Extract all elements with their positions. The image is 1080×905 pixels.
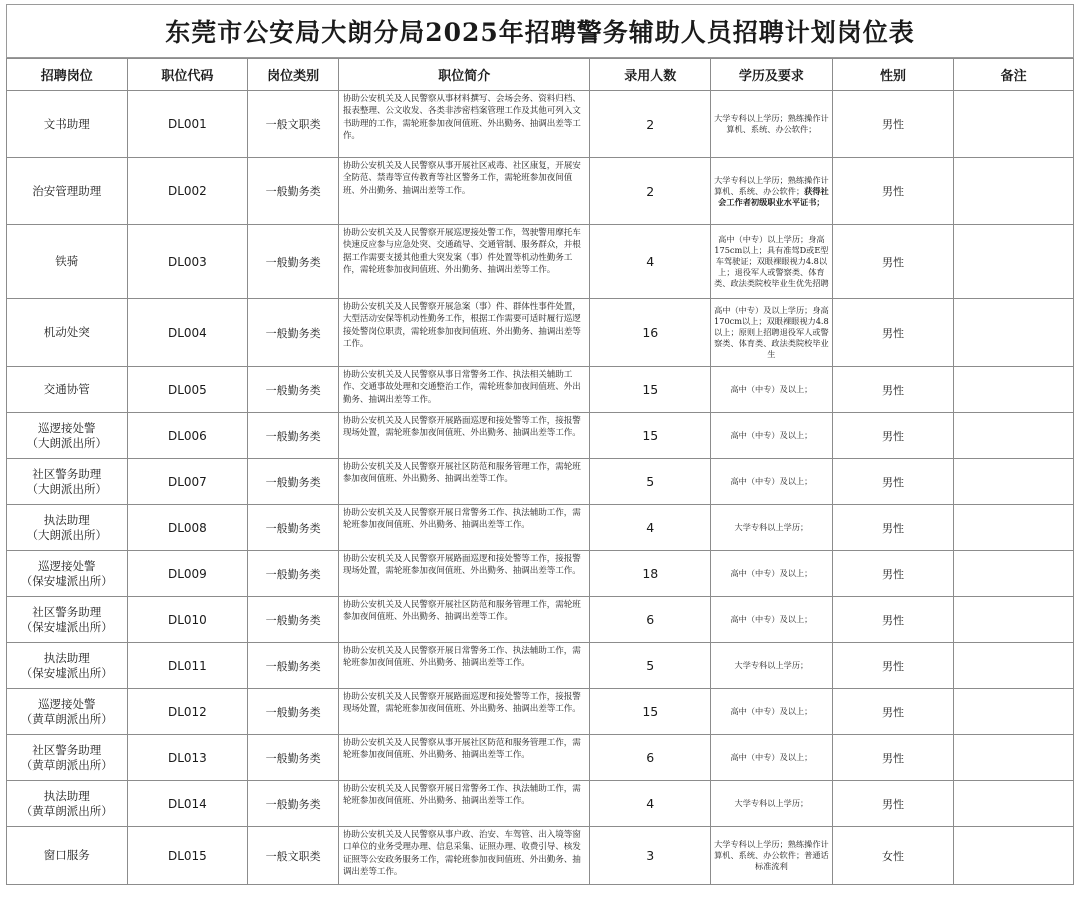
post-cell xyxy=(7,367,128,413)
education-text: 大学专科以上学历； xyxy=(734,660,809,670)
position-description: 协助公安机关及人民警察开展路面巡逻和接处警等工作，接报警现场处置，需轮班参加夜间值班、外出勤务、抽调出差等工作。 xyxy=(338,551,590,597)
post-station: （大朗派出所） xyxy=(26,527,108,542)
position-code: DL010 xyxy=(127,597,248,643)
hiring-count: 6 xyxy=(590,597,711,643)
position-code: DL008 xyxy=(127,505,248,551)
header-gender: 性别 xyxy=(832,59,954,91)
hiring-count: 18 xyxy=(590,551,711,597)
table-row xyxy=(7,459,1074,505)
post-cell xyxy=(7,413,128,459)
education-requirements xyxy=(711,459,833,505)
table-row xyxy=(7,735,1074,781)
remarks xyxy=(954,551,1074,597)
education-text: 大学专科以上学历；熟练操作计算机、系统、办公软件； xyxy=(714,113,829,134)
position-code: DL015 xyxy=(127,827,248,885)
hiring-count: 4 xyxy=(590,225,711,299)
post-station: （黄草朗派出所） xyxy=(20,757,113,772)
hiring-count: 6 xyxy=(590,735,711,781)
gender: 男性 xyxy=(832,225,954,299)
education-text: 高中（中专）以上学历；身高175cm以上；具有准驾D或E型车驾驶证；双眼裸眼视力4.8以上；退役军人或警察类、体育类、政法类院校毕业生优先招聘 xyxy=(714,234,829,288)
table-header-row xyxy=(7,59,1074,91)
remarks xyxy=(954,158,1074,225)
post-name: 窗口服务 xyxy=(43,848,90,862)
education-requirements xyxy=(711,781,833,827)
education-requirements xyxy=(711,299,833,367)
post-name: 巡逻接处警 xyxy=(38,420,96,435)
post-name: 执法助理 xyxy=(43,650,90,665)
remarks xyxy=(954,367,1074,413)
post-cell xyxy=(7,505,128,551)
post-name: 巡逻接处警 xyxy=(38,558,96,573)
hiring-count: 5 xyxy=(590,643,711,689)
position-category: 一般勤务类 xyxy=(248,459,339,505)
gender: 男性 xyxy=(832,413,954,459)
education-requirements xyxy=(711,367,833,413)
hiring-count: 2 xyxy=(590,91,711,158)
education-text: 高中（中专）及以上； xyxy=(730,476,813,486)
education-requirements xyxy=(711,551,833,597)
table-row xyxy=(7,225,1074,299)
gender: 男性 xyxy=(832,551,954,597)
remarks xyxy=(954,225,1074,299)
post-cell xyxy=(7,781,128,827)
post-station: （保安墟派出所） xyxy=(20,665,113,680)
position-description: 协助公安机关及人民警察开展日常警务工作、执法辅助工作，需轮班参加夜间值班、外出勤务、抽调出差等工作。 xyxy=(338,643,590,689)
header-post: 招聘岗位 xyxy=(7,59,128,91)
position-code: DL013 xyxy=(127,735,248,781)
table-row xyxy=(7,158,1074,225)
education-requirements xyxy=(711,689,833,735)
education-text: 高中（中专）及以上； xyxy=(730,752,813,762)
table-row xyxy=(7,689,1074,735)
gender: 男性 xyxy=(832,643,954,689)
position-category: 一般文职类 xyxy=(248,91,339,158)
table-row xyxy=(7,505,1074,551)
position-category: 一般勤务类 xyxy=(248,299,339,367)
position-code: DL002 xyxy=(127,158,248,225)
post-station: （保安墟派出所） xyxy=(20,619,113,634)
gender: 男性 xyxy=(832,367,954,413)
position-description: 协助公安机关及人民警察从事开展社区戒毒、社区康复，开展安全防范、禁毒等宣传教育等社区警务工作，需轮班参加夜间值班、外出勤务、抽调出差等工作。 xyxy=(338,158,590,225)
education-text: 大学专科以上学历； xyxy=(734,522,809,532)
post-cell xyxy=(7,597,128,643)
remarks xyxy=(954,643,1074,689)
document-title: 东莞市公安局大朗分局2025年招聘警务辅助人员招聘计划岗位表 xyxy=(6,4,1074,58)
education-requirements xyxy=(711,827,833,885)
post-name: 社区警务助理 xyxy=(32,466,102,481)
position-category: 一般勤务类 xyxy=(248,735,339,781)
position-category: 一般勤务类 xyxy=(248,505,339,551)
table-row xyxy=(7,643,1074,689)
gender: 女性 xyxy=(832,827,954,885)
remarks xyxy=(954,299,1074,367)
education-text: 高中（中专）及以上； xyxy=(730,706,813,716)
post-name: 巡逻接处警 xyxy=(38,696,96,711)
post-station: （大朗派出所） xyxy=(26,481,108,496)
education-text: 大学专科以上学历； xyxy=(734,798,809,808)
hiring-count: 15 xyxy=(590,689,711,735)
post-cell xyxy=(7,689,128,735)
header-code: 职位代码 xyxy=(127,59,248,91)
table-row xyxy=(7,781,1074,827)
header-note: 备注 xyxy=(954,59,1074,91)
post-name: 执法助理 xyxy=(43,788,90,803)
position-code: DL009 xyxy=(127,551,248,597)
education-requirements xyxy=(711,225,833,299)
post-name: 执法助理 xyxy=(43,512,90,527)
post-cell xyxy=(7,91,128,158)
post-name: 社区警务助理 xyxy=(32,604,102,619)
hiring-count: 4 xyxy=(590,781,711,827)
remarks xyxy=(954,827,1074,885)
position-description: 协助公安机关及人民警察开展巡逻接处警工作，驾驶警用摩托车快速反应参与应急处突、交通疏导、交通管制、服务群众，并根据工作需要支援其他重大突发案（事）件处置等机动性勤务工作，需轮班参加夜间值班、外出勤务、抽调出差等工作。 xyxy=(338,225,590,299)
hiring-count: 4 xyxy=(590,505,711,551)
post-station: （大朗派出所） xyxy=(26,435,108,450)
education-text: 高中（中专）及以上； xyxy=(730,568,813,578)
education-text: 高中（中专）及以上； xyxy=(730,384,813,394)
header-count: 录用人数 xyxy=(590,59,711,91)
table-row xyxy=(7,827,1074,885)
post-name: 社区警务助理 xyxy=(32,742,102,757)
education-text: 高中（中专）及以上学历；身高170cm以上；双眼裸眼视力4.8以上；原则上招聘退役军人或警察类、体育类、政法类院校毕业生 xyxy=(714,305,829,359)
post-name: 文书助理 xyxy=(43,116,90,131)
remarks xyxy=(954,91,1074,158)
position-category: 一般勤务类 xyxy=(248,689,339,735)
header-category: 岗位类别 xyxy=(248,59,339,91)
position-category: 一般勤务类 xyxy=(248,597,339,643)
position-code: DL006 xyxy=(127,413,248,459)
post-name: 铁骑 xyxy=(55,254,79,268)
table-row xyxy=(7,413,1074,459)
gender: 男性 xyxy=(832,299,954,367)
position-code: DL005 xyxy=(127,367,248,413)
remarks xyxy=(954,413,1074,459)
table-row xyxy=(7,299,1074,367)
post-station: （黄草朗派出所） xyxy=(20,803,113,818)
table-row xyxy=(7,91,1074,158)
post-cell xyxy=(7,299,128,367)
hiring-count: 15 xyxy=(590,367,711,413)
position-code: DL001 xyxy=(127,91,248,158)
post-cell xyxy=(7,551,128,597)
position-category: 一般勤务类 xyxy=(248,781,339,827)
education-text: 高中（中专）及以上； xyxy=(730,614,813,624)
position-description: 协助公安机关及人民警察从事日常警务工作、执法相关辅助工作、交通事故处理和交通整治工作，需轮班参加夜间值班、外出勤务、抽调出差等工作。 xyxy=(338,367,590,413)
post-name: 交通协管 xyxy=(43,382,90,396)
gender: 男性 xyxy=(832,459,954,505)
education-requirements xyxy=(711,91,833,158)
recruitment-table xyxy=(6,58,1074,885)
hiring-count: 16 xyxy=(590,299,711,367)
position-code: DL012 xyxy=(127,689,248,735)
remarks xyxy=(954,781,1074,827)
education-requirements xyxy=(711,735,833,781)
education-requirements xyxy=(711,413,833,459)
gender: 男性 xyxy=(832,505,954,551)
position-description: 协助公安机关及人民警察开展急案（事）件、群体性事件处置，大型活动安保等机动性勤务工作，根据工作需要可适时履行巡逻接处警岗位职责，需轮班参加夜间值班、外出勤务、抽调出差等工作。 xyxy=(338,299,590,367)
position-category: 一般文职类 xyxy=(248,827,339,885)
header-description: 职位简介 xyxy=(338,59,590,91)
table-row xyxy=(7,597,1074,643)
education-requirements xyxy=(711,158,833,225)
position-description: 协助公安机关及人民警察从事户政、治安、车驾管、出入境等窗口单位的业务受理办理、信息采集、证照办理、收费引导、核发证照等公安政务服务工作，需轮班参加夜间值班、外出勤务、抽调出差等工作。 xyxy=(338,827,590,885)
position-category: 一般勤务类 xyxy=(248,367,339,413)
post-name: 机动处突 xyxy=(43,325,90,339)
gender: 男性 xyxy=(832,689,954,735)
gender: 男性 xyxy=(832,735,954,781)
position-code: DL011 xyxy=(127,643,248,689)
position-category: 一般勤务类 xyxy=(248,158,339,225)
position-category: 一般勤务类 xyxy=(248,643,339,689)
remarks xyxy=(954,735,1074,781)
hiring-count: 3 xyxy=(590,827,711,885)
position-description: 协助公安机关及人民警察从事开展社区防范和服务管理工作，需轮班参加夜间值班、外出勤务、抽调出差等工作。 xyxy=(338,735,590,781)
remarks xyxy=(954,505,1074,551)
remarks xyxy=(954,459,1074,505)
hiring-count: 5 xyxy=(590,459,711,505)
position-description: 协助公安机关及人民警察开展社区防范和服务管理工作，需轮班参加夜间值班、外出勤务、抽调出差等工作。 xyxy=(338,597,590,643)
gender: 男性 xyxy=(832,91,954,158)
position-description: 协助公安机关及人民警察开展路面巡逻和接处警等工作，接报警现场处置，需轮班参加夜间值班、外出勤务、抽调出差等工作。 xyxy=(338,689,590,735)
education-requirements xyxy=(711,643,833,689)
position-category: 一般勤务类 xyxy=(248,225,339,299)
table-row xyxy=(7,551,1074,597)
post-cell xyxy=(7,735,128,781)
position-code: DL003 xyxy=(127,225,248,299)
position-code: DL004 xyxy=(127,299,248,367)
position-code: DL007 xyxy=(127,459,248,505)
education-text: 大学专科以上学历；熟练操作计算机、系统、办公软件； xyxy=(714,174,829,196)
education-text: 高中（中专）及以上； xyxy=(730,430,813,440)
position-description: 协助公安机关及人民警察开展日常警务工作、执法辅助工作，需轮班参加夜间值班、外出勤务、抽调出差等工作。 xyxy=(338,505,590,551)
table-row xyxy=(7,367,1074,413)
education-requirements xyxy=(711,597,833,643)
education-certificate: 获得社会工作者初级职业水平证书； xyxy=(718,185,829,207)
post-cell xyxy=(7,158,128,225)
position-category: 一般勤务类 xyxy=(248,551,339,597)
post-station: （黄草朗派出所） xyxy=(20,711,113,726)
header-education: 学历及要求 xyxy=(711,59,833,91)
post-cell xyxy=(7,459,128,505)
hiring-count: 15 xyxy=(590,413,711,459)
gender: 男性 xyxy=(832,597,954,643)
post-name: 治安管理助理 xyxy=(32,183,102,198)
position-description: 协助公安机关及人民警察从事材料撰写、会场会务、资料归档、报表整理、公文收发、各类非涉密档案管理工作及其他可列入文书助理的工作，需轮班参加夜间值班、外出勤务、抽调出差等工作。 xyxy=(338,91,590,158)
position-code: DL014 xyxy=(127,781,248,827)
remarks xyxy=(954,597,1074,643)
position-description: 协助公安机关及人民警察开展日常警务工作、执法辅助工作，需轮班参加夜间值班、外出勤务、抽调出差等工作。 xyxy=(338,781,590,827)
position-description: 协助公安机关及人民警察开展路面巡逻和接处警等工作，接报警现场处置，需轮班参加夜间值班、外出勤务、抽调出差等工作。 xyxy=(338,413,590,459)
education-requirements xyxy=(711,505,833,551)
post-station: （保安墟派出所） xyxy=(20,573,113,588)
position-description: 协助公安机关及人民警察开展社区防范和服务管理工作，需轮班参加夜间值班、外出勤务、抽调出差等工作。 xyxy=(338,459,590,505)
hiring-count: 2 xyxy=(590,158,711,225)
gender: 男性 xyxy=(832,781,954,827)
education-text: 大学专科以上学历；熟练操作计算机、系统、办公软件；普通话标准流利 xyxy=(714,839,829,871)
position-category: 一般勤务类 xyxy=(248,413,339,459)
post-cell xyxy=(7,225,128,299)
post-cell xyxy=(7,643,128,689)
gender: 男性 xyxy=(832,158,954,225)
post-cell xyxy=(7,827,128,885)
remarks xyxy=(954,689,1074,735)
